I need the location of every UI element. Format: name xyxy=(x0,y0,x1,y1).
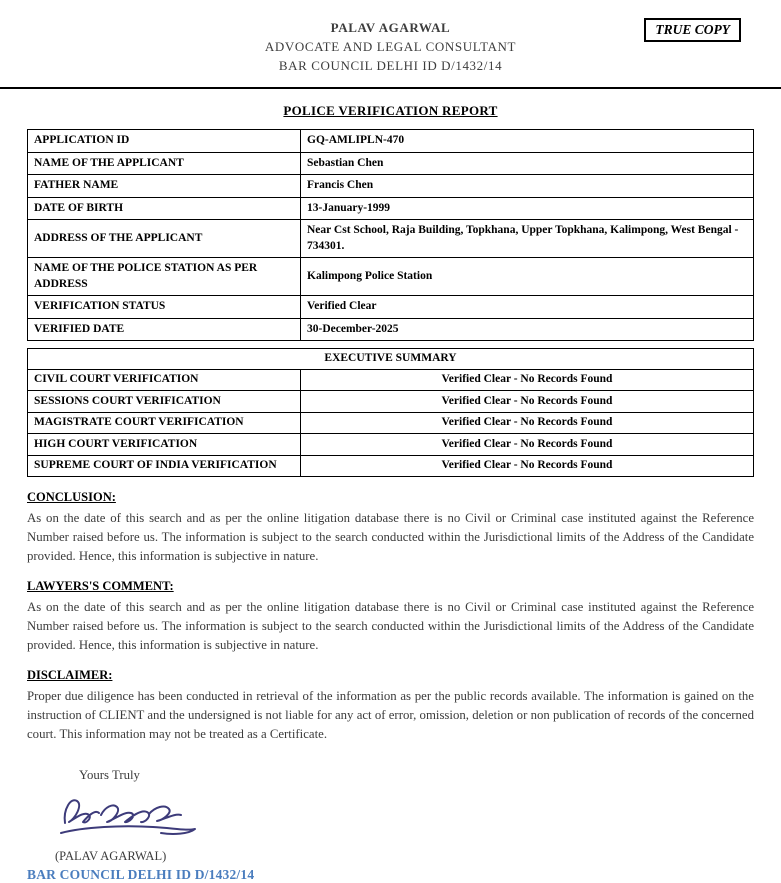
field-value: Francis Chen xyxy=(301,175,754,198)
summary-label: SUPREME COURT OF INDIA VERIFICATION xyxy=(28,455,301,477)
table-row xyxy=(28,152,754,175)
summary-value: Verified Clear - No Records Found xyxy=(301,434,754,456)
field-value: GQ-AMLIPLN-470 xyxy=(301,130,754,153)
table-row xyxy=(28,412,754,434)
table-row xyxy=(28,258,754,296)
summary-title: EXECUTIVE SUMMARY xyxy=(28,349,754,370)
executive-summary-table xyxy=(27,348,754,477)
advocate-title: ADVOCATE AND LEGAL CONSULTANT xyxy=(264,39,517,54)
header-divider xyxy=(0,87,781,89)
field-label: VERIFIED DATE xyxy=(28,318,301,341)
true-copy-label: TRUE COPY xyxy=(655,22,730,37)
lawyers-comment-section xyxy=(27,579,754,655)
signer-name: (PALAV AGARWAL) xyxy=(55,848,167,863)
disclaimer-heading: DISCLAIMER: xyxy=(27,667,113,682)
disclaimer-text: Proper due diligence has been conducted in retrieval of the information as per the public records available. The information is gained on the instruction of CLIENT and the undersigned is not liable for any act of error, omission, deletion or non publication of records of the concerned court. This information may not be treated as a Certificate. xyxy=(27,688,754,741)
field-label: DATE OF BIRTH xyxy=(28,197,301,220)
table-row xyxy=(28,369,754,391)
true-copy-stamp xyxy=(644,18,741,42)
report-title: POLICE VERIFICATION REPORT xyxy=(283,103,498,118)
document-body xyxy=(0,129,781,883)
field-value: Verified Clear xyxy=(301,296,754,319)
field-value: 13-January-1999 xyxy=(301,197,754,220)
field-value: Near Cst School, Raja Building, Topkhana, Upper Topkhana, Kalimpong, West Bengal - 734301. xyxy=(301,220,754,258)
footer-bar-id: BAR COUNCIL DELHI ID D/1432/14 xyxy=(27,866,255,882)
field-value: Kalimpong Police Station xyxy=(301,258,754,296)
closing-salutation: Yours Truly xyxy=(79,767,140,782)
field-label: VERIFICATION STATUS xyxy=(28,296,301,319)
summary-label: HIGH COURT VERIFICATION xyxy=(28,434,301,456)
summary-label: MAGISTRATE COURT VERIFICATION xyxy=(28,412,301,434)
signature xyxy=(53,789,754,847)
table-row xyxy=(28,391,754,413)
table-row xyxy=(28,197,754,220)
field-label: ADDRESS OF THE APPLICANT xyxy=(28,220,301,258)
field-value: 30-December-2025 xyxy=(301,318,754,341)
summary-label: CIVIL COURT VERIFICATION xyxy=(28,369,301,391)
field-label: NAME OF THE POLICE STATION AS PER ADDRESS xyxy=(28,258,301,296)
summary-value: Verified Clear - No Records Found xyxy=(301,455,754,477)
conclusion-heading: CONCLUSION: xyxy=(27,490,116,505)
advocate-bar-id: BAR COUNCIL DELHI ID D/1432/14 xyxy=(278,58,503,73)
table-row xyxy=(28,130,754,153)
field-label: FATHER NAME xyxy=(28,175,301,198)
summary-value: Verified Clear - No Records Found xyxy=(301,391,754,413)
summary-label: SESSIONS COURT VERIFICATION xyxy=(28,391,301,413)
summary-value: Verified Clear - No Records Found xyxy=(301,369,754,391)
field-label: NAME OF THE APPLICANT xyxy=(28,152,301,175)
table-row xyxy=(28,220,754,258)
summary-value: Verified Clear - No Records Found xyxy=(301,412,754,434)
table-row xyxy=(28,318,754,341)
summary-header-row xyxy=(28,349,754,370)
signature-ink-icon xyxy=(53,789,203,847)
disclaimer-section xyxy=(27,668,754,744)
field-value: Sebastian Chen xyxy=(301,152,754,175)
table-row xyxy=(28,455,754,477)
applicant-details-table xyxy=(27,129,754,341)
lawyers-comment-heading: LAWYERS'S COMMENT: xyxy=(27,579,174,594)
table-row xyxy=(28,175,754,198)
advocate-name: PALAV AGARWAL xyxy=(330,20,451,35)
lawyers-comment-text: As on the date of this search and as per the online litigation database there is no Civil or Criminal case instituted against the Reference Number raised before us. The information is subject to the search conducted within the Jurisdictional limits of the Address of the Candidate provided. Hence, this information is subjective in nature. xyxy=(27,600,754,652)
conclusion-text: As on the date of this search and as per the online litigation database there is no Civil or Criminal case instituted against the Reference Number raised before us. The information is subject to the search conducted within the Jurisdictional limits of the Address of the Candidate provided. Hence, this information is subjective in nature. xyxy=(27,511,754,564)
field-label: APPLICATION ID xyxy=(28,130,301,153)
table-row xyxy=(28,434,754,456)
table-row xyxy=(28,296,754,319)
conclusion-section xyxy=(27,490,754,566)
